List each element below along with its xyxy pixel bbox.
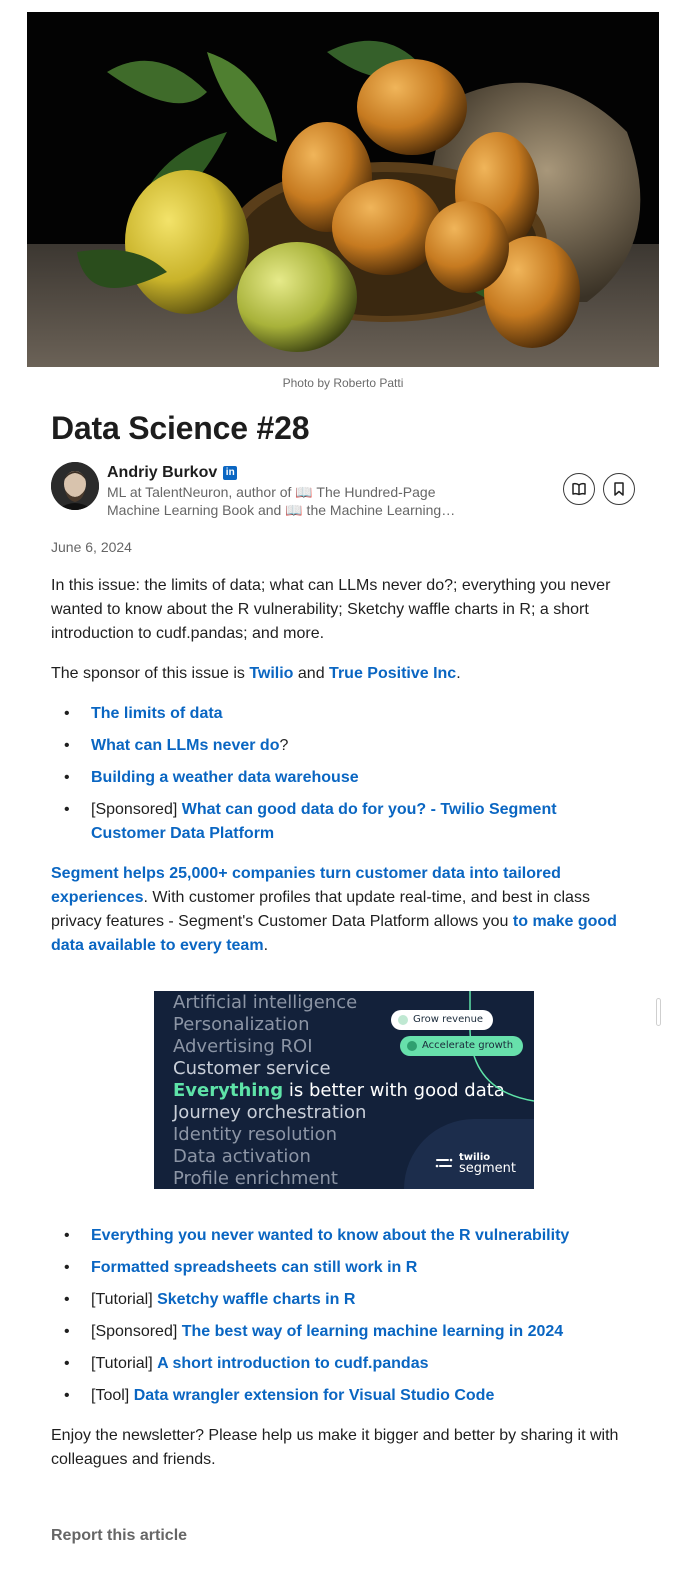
author-bio (107, 483, 477, 519)
hero-caption: Photo by Roberto Patti (282, 376, 404, 390)
twilio-segment-logo (435, 1152, 516, 1174)
promo-word: Journey orchestration (173, 1102, 367, 1123)
linkedin-icon: in (223, 466, 237, 480)
list-item (51, 1384, 631, 1408)
sponsor-and: and (293, 665, 330, 682)
intro-paragraph: In this issue: the limits of data; what can LLMs never do?; everything you never wanted to know about the R vulnerability; Sketchy waffle charts in R; a short introduction to cudf.pandas; and more. (51, 577, 611, 642)
list-item (51, 1320, 631, 1344)
bookmark-icon (611, 481, 627, 497)
promo-word: Data activation (173, 1146, 311, 1167)
segment-paragraph (51, 862, 635, 958)
list-item-link[interactable]: The best way of learning machine learning in 2024 (181, 1323, 564, 1340)
list-item (51, 1256, 631, 1280)
link-good-data[interactable]: to make good data available to every team (51, 913, 617, 954)
author-bio-line-1: ML at TalentNeuron, author of 📖 The Hundred-Page (107, 484, 436, 500)
promo-word: Profile enrichment (173, 1168, 338, 1189)
promo-word: Identity resolution (173, 1124, 338, 1145)
list-item (51, 798, 581, 846)
list-item-prefix: [Tutorial] (91, 1291, 158, 1308)
segment-logo-icon (435, 1155, 453, 1171)
list-item-link[interactable]: The limits of data (91, 705, 223, 722)
link-segment-companies[interactable]: Segment helps 25,000+ companies turn customer data into tailored experiences (51, 865, 561, 906)
sponsor-paragraph (51, 662, 631, 686)
segment-promo-banner[interactable] (154, 991, 534, 1189)
hero-image (27, 12, 659, 367)
brand-twilio: twilio (458, 1152, 491, 1163)
save-button[interactable] (603, 473, 635, 505)
promo-word: Advertising ROI (173, 1036, 313, 1057)
list-item (51, 1288, 631, 1312)
list-item (51, 1352, 631, 1376)
segment-text: . With customer profiles that update real-time, and best in class privacy features - Segment's Customer Data Platform allows you (51, 889, 590, 930)
outro-paragraph: Enjoy the newsletter? Please help us make it bigger and better by sharing it with colleagues and friends. (51, 1427, 619, 1468)
list-item (51, 702, 631, 726)
article-title: Data Science #28 (51, 410, 310, 446)
promo-pill-grow: Grow revenue (391, 1010, 493, 1030)
list-item-link[interactable]: Data wrangler extension for Visual Studio Code (133, 1387, 495, 1404)
link-list-bottom (51, 1224, 631, 1416)
author-name-row (107, 464, 237, 482)
list-item-link[interactable]: Building a weather data warehouse (91, 769, 359, 786)
promo-highlight: Everything (173, 1080, 284, 1101)
list-item-prefix: [Sponsored] (91, 1323, 182, 1340)
open-book-icon (571, 481, 587, 497)
promo-pill-accelerate: Accelerate growth (400, 1036, 523, 1056)
sponsor-suffix: . (456, 665, 461, 682)
list-item-link[interactable]: What can good data do for you? - Twilio Segment Customer Data Platform (91, 801, 557, 842)
author-block (51, 462, 641, 518)
author-avatar[interactable] (51, 462, 99, 510)
promo-word: Artificial intelligence (173, 992, 358, 1013)
link-list-top (51, 702, 631, 854)
list-item-link[interactable]: What can LLMs never do (91, 737, 280, 754)
author-bio-line-2: Machine Learning Book and 📖 the Machine Learning… (107, 502, 456, 518)
link-true-positive[interactable]: True Positive Inc (329, 665, 457, 682)
link-twilio[interactable]: Twilio (249, 665, 294, 682)
sponsor-prefix: The sponsor of this issue is (51, 665, 250, 682)
list-item (51, 734, 631, 758)
report-article-link[interactable]: Report this article (51, 1527, 188, 1544)
list-item-link[interactable]: Everything you never wanted to know about the R vulnerability (91, 1227, 570, 1244)
list-item-suffix: ? (279, 737, 289, 754)
list-item-prefix: [Tool] (91, 1387, 134, 1404)
list-item-prefix: [Sponsored] (91, 801, 182, 818)
scrollbar-thumb[interactable] (656, 998, 661, 1026)
list-item (51, 766, 631, 790)
list-item-link[interactable]: Sketchy waffle charts in R (157, 1291, 356, 1308)
read-button[interactable] (563, 473, 595, 505)
list-item-link[interactable]: Formatted spreadsheets can still work in R (91, 1259, 418, 1276)
list-item (51, 1224, 631, 1248)
promo-headline-rest: is better with good data (283, 1080, 505, 1101)
promo-word: Customer service (173, 1058, 331, 1079)
publish-date: June 6, 2024 (51, 539, 132, 555)
author-name[interactable]: Andriy Burkov (107, 464, 218, 481)
brand-segment: segment (458, 1161, 516, 1176)
promo-word: Personalization (173, 1014, 310, 1035)
segment-end: . (263, 937, 269, 954)
list-item-link[interactable]: A short introduction to cudf.pandas (157, 1355, 429, 1372)
list-item-prefix: [Tutorial] (91, 1355, 158, 1372)
